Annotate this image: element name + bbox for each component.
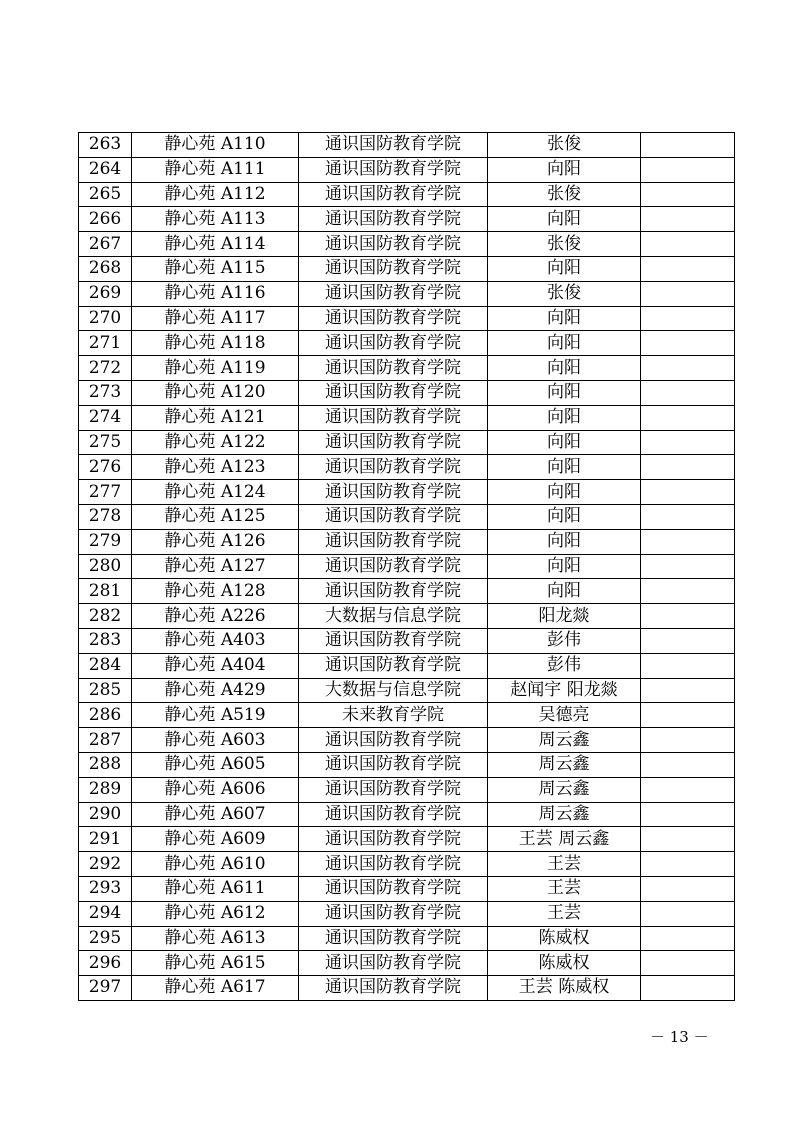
college-cell: 大数据与信息学院 bbox=[299, 678, 488, 703]
college-cell: 通识国防教育学院 bbox=[299, 852, 488, 877]
person-in-charge-cell: 向阳 bbox=[488, 579, 641, 604]
college-cell: 通识国防教育学院 bbox=[299, 380, 488, 405]
room-cell: 静心苑 A122 bbox=[132, 430, 299, 455]
person-in-charge-cell: 周云鑫 bbox=[488, 752, 641, 777]
person-in-charge-cell: 阳龙燚 bbox=[488, 604, 641, 629]
note-cell bbox=[641, 976, 735, 1001]
room-cell: 静心苑 A605 bbox=[132, 752, 299, 777]
note-cell bbox=[641, 653, 735, 678]
row-number-cell: 285 bbox=[79, 678, 132, 703]
college-cell: 通识国防教育学院 bbox=[299, 405, 488, 430]
room-cell: 静心苑 A519 bbox=[132, 703, 299, 728]
room-cell: 静心苑 A613 bbox=[132, 926, 299, 951]
note-cell bbox=[641, 281, 735, 306]
note-cell bbox=[641, 728, 735, 753]
note-cell bbox=[641, 157, 735, 182]
college-cell: 通识国防教育学院 bbox=[299, 529, 488, 554]
college-cell: 通识国防教育学院 bbox=[299, 133, 488, 158]
table-row bbox=[79, 504, 735, 529]
person-in-charge-cell: 王芸 bbox=[488, 876, 641, 901]
row-number-cell: 265 bbox=[79, 182, 132, 207]
table-row bbox=[79, 380, 735, 405]
table-row bbox=[79, 306, 735, 331]
table-row bbox=[79, 728, 735, 753]
room-cell: 静心苑 A617 bbox=[132, 976, 299, 1001]
room-cell: 静心苑 A603 bbox=[132, 728, 299, 753]
college-cell: 通识国防教育学院 bbox=[299, 306, 488, 331]
person-in-charge-cell: 向阳 bbox=[488, 529, 641, 554]
college-cell: 通识国防教育学院 bbox=[299, 207, 488, 232]
table-body bbox=[79, 133, 735, 1001]
table-row bbox=[79, 529, 735, 554]
row-number-cell: 297 bbox=[79, 976, 132, 1001]
note-cell bbox=[641, 455, 735, 480]
room-cell: 静心苑 A118 bbox=[132, 331, 299, 356]
note-cell bbox=[641, 604, 735, 629]
room-cell: 静心苑 A127 bbox=[132, 554, 299, 579]
table-row bbox=[79, 281, 735, 306]
row-number-cell: 284 bbox=[79, 653, 132, 678]
row-number-cell: 273 bbox=[79, 380, 132, 405]
row-number-cell: 269 bbox=[79, 281, 132, 306]
person-in-charge-cell: 向阳 bbox=[488, 157, 641, 182]
note-cell bbox=[641, 752, 735, 777]
row-number-cell: 268 bbox=[79, 256, 132, 281]
college-cell: 通识国防教育学院 bbox=[299, 331, 488, 356]
college-cell: 通识国防教育学院 bbox=[299, 281, 488, 306]
row-number-cell: 270 bbox=[79, 306, 132, 331]
row-number-cell: 267 bbox=[79, 232, 132, 257]
college-cell: 通识国防教育学院 bbox=[299, 777, 488, 802]
row-number-cell: 289 bbox=[79, 777, 132, 802]
row-number-cell: 290 bbox=[79, 802, 132, 827]
college-cell: 通识国防教育学院 bbox=[299, 951, 488, 976]
row-number-cell: 294 bbox=[79, 901, 132, 926]
person-in-charge-cell: 向阳 bbox=[488, 306, 641, 331]
row-number-cell: 263 bbox=[79, 133, 132, 158]
note-cell bbox=[641, 182, 735, 207]
room-cell: 静心苑 A128 bbox=[132, 579, 299, 604]
row-number-cell: 276 bbox=[79, 455, 132, 480]
table-row bbox=[79, 876, 735, 901]
note-cell bbox=[641, 430, 735, 455]
college-cell: 通识国防教育学院 bbox=[299, 157, 488, 182]
table-row bbox=[79, 256, 735, 281]
college-cell: 通识国防教育学院 bbox=[299, 356, 488, 381]
note-cell bbox=[641, 777, 735, 802]
row-number-cell: 291 bbox=[79, 827, 132, 852]
note-cell bbox=[641, 504, 735, 529]
row-number-cell: 296 bbox=[79, 951, 132, 976]
table-row bbox=[79, 182, 735, 207]
table-row bbox=[79, 579, 735, 604]
note-cell bbox=[641, 207, 735, 232]
note-cell bbox=[641, 256, 735, 281]
dormitory-assignment-table bbox=[78, 132, 735, 1001]
table-row bbox=[79, 232, 735, 257]
room-cell: 静心苑 A120 bbox=[132, 380, 299, 405]
person-in-charge-cell: 周云鑫 bbox=[488, 728, 641, 753]
table-row bbox=[79, 430, 735, 455]
table-row bbox=[79, 678, 735, 703]
row-number-cell: 280 bbox=[79, 554, 132, 579]
room-cell: 静心苑 A606 bbox=[132, 777, 299, 802]
table-row bbox=[79, 356, 735, 381]
room-cell: 静心苑 A612 bbox=[132, 901, 299, 926]
person-in-charge-cell: 彭伟 bbox=[488, 628, 641, 653]
table-row bbox=[79, 951, 735, 976]
row-number-cell: 279 bbox=[79, 529, 132, 554]
room-cell: 静心苑 A119 bbox=[132, 356, 299, 381]
college-cell: 通识国防教育学院 bbox=[299, 827, 488, 852]
college-cell: 通识国防教育学院 bbox=[299, 579, 488, 604]
college-cell: 通识国防教育学院 bbox=[299, 876, 488, 901]
room-cell: 静心苑 A124 bbox=[132, 480, 299, 505]
page-number: － 13 － bbox=[650, 1028, 709, 1046]
row-number-cell: 282 bbox=[79, 604, 132, 629]
college-cell: 通识国防教育学院 bbox=[299, 976, 488, 1001]
table-row bbox=[79, 802, 735, 827]
table-row bbox=[79, 901, 735, 926]
college-cell: 通识国防教育学院 bbox=[299, 728, 488, 753]
room-cell: 静心苑 A429 bbox=[132, 678, 299, 703]
college-cell: 通识国防教育学院 bbox=[299, 554, 488, 579]
room-cell: 静心苑 A117 bbox=[132, 306, 299, 331]
table-row bbox=[79, 480, 735, 505]
college-cell: 通识国防教育学院 bbox=[299, 480, 488, 505]
table-row bbox=[79, 653, 735, 678]
table-row bbox=[79, 628, 735, 653]
table-row bbox=[79, 133, 735, 158]
person-in-charge-cell: 陈威权 bbox=[488, 926, 641, 951]
note-cell bbox=[641, 529, 735, 554]
person-in-charge-cell: 向阳 bbox=[488, 554, 641, 579]
room-cell: 静心苑 A111 bbox=[132, 157, 299, 182]
person-in-charge-cell: 向阳 bbox=[488, 256, 641, 281]
table-row bbox=[79, 604, 735, 629]
college-cell: 通识国防教育学院 bbox=[299, 504, 488, 529]
person-in-charge-cell: 吴德亮 bbox=[488, 703, 641, 728]
room-cell: 静心苑 A403 bbox=[132, 628, 299, 653]
person-in-charge-cell: 张俊 bbox=[488, 281, 641, 306]
person-in-charge-cell: 彭伟 bbox=[488, 653, 641, 678]
table-row bbox=[79, 455, 735, 480]
table-row bbox=[79, 777, 735, 802]
room-cell: 静心苑 A110 bbox=[132, 133, 299, 158]
person-in-charge-cell: 向阳 bbox=[488, 480, 641, 505]
room-cell: 静心苑 A121 bbox=[132, 405, 299, 430]
person-in-charge-cell: 周云鑫 bbox=[488, 777, 641, 802]
note-cell bbox=[641, 331, 735, 356]
person-in-charge-cell: 陈威权 bbox=[488, 951, 641, 976]
row-number-cell: 281 bbox=[79, 579, 132, 604]
note-cell bbox=[641, 133, 735, 158]
person-in-charge-cell: 王芸 周云鑫 bbox=[488, 827, 641, 852]
person-in-charge-cell: 向阳 bbox=[488, 356, 641, 381]
college-cell: 通识国防教育学院 bbox=[299, 182, 488, 207]
table-row bbox=[79, 405, 735, 430]
room-cell: 静心苑 A609 bbox=[132, 827, 299, 852]
college-cell: 通识国防教育学院 bbox=[299, 653, 488, 678]
row-number-cell: 275 bbox=[79, 430, 132, 455]
college-cell: 通识国防教育学院 bbox=[299, 628, 488, 653]
note-cell bbox=[641, 852, 735, 877]
row-number-cell: 271 bbox=[79, 331, 132, 356]
person-in-charge-cell: 赵闻宇 阳龙燚 bbox=[488, 678, 641, 703]
person-in-charge-cell: 张俊 bbox=[488, 182, 641, 207]
person-in-charge-cell: 向阳 bbox=[488, 405, 641, 430]
person-in-charge-cell: 向阳 bbox=[488, 504, 641, 529]
row-number-cell: 287 bbox=[79, 728, 132, 753]
room-cell: 静心苑 A115 bbox=[132, 256, 299, 281]
note-cell bbox=[641, 802, 735, 827]
note-cell bbox=[641, 579, 735, 604]
table-row bbox=[79, 976, 735, 1001]
note-cell bbox=[641, 703, 735, 728]
room-cell: 静心苑 A125 bbox=[132, 504, 299, 529]
college-cell: 通识国防教育学院 bbox=[299, 926, 488, 951]
row-number-cell: 286 bbox=[79, 703, 132, 728]
note-cell bbox=[641, 827, 735, 852]
person-in-charge-cell: 王芸 陈威权 bbox=[488, 976, 641, 1001]
note-cell bbox=[641, 926, 735, 951]
person-in-charge-cell: 张俊 bbox=[488, 133, 641, 158]
row-number-cell: 272 bbox=[79, 356, 132, 381]
room-cell: 静心苑 A112 bbox=[132, 182, 299, 207]
room-cell: 静心苑 A611 bbox=[132, 876, 299, 901]
room-cell: 静心苑 A123 bbox=[132, 455, 299, 480]
room-cell: 静心苑 A116 bbox=[132, 281, 299, 306]
table-row bbox=[79, 207, 735, 232]
note-cell bbox=[641, 306, 735, 331]
college-cell: 大数据与信息学院 bbox=[299, 604, 488, 629]
room-cell: 静心苑 A126 bbox=[132, 529, 299, 554]
person-in-charge-cell: 周云鑫 bbox=[488, 802, 641, 827]
college-cell: 通识国防教育学院 bbox=[299, 901, 488, 926]
college-cell: 通识国防教育学院 bbox=[299, 752, 488, 777]
person-in-charge-cell: 向阳 bbox=[488, 207, 641, 232]
person-in-charge-cell: 向阳 bbox=[488, 430, 641, 455]
note-cell bbox=[641, 380, 735, 405]
college-cell: 未来教育学院 bbox=[299, 703, 488, 728]
room-cell: 静心苑 A113 bbox=[132, 207, 299, 232]
row-number-cell: 288 bbox=[79, 752, 132, 777]
note-cell bbox=[641, 876, 735, 901]
note-cell bbox=[641, 628, 735, 653]
note-cell bbox=[641, 232, 735, 257]
room-cell: 静心苑 A226 bbox=[132, 604, 299, 629]
person-in-charge-cell: 王芸 bbox=[488, 852, 641, 877]
table-row bbox=[79, 331, 735, 356]
note-cell bbox=[641, 405, 735, 430]
person-in-charge-cell: 向阳 bbox=[488, 380, 641, 405]
table-row bbox=[79, 926, 735, 951]
row-number-cell: 274 bbox=[79, 405, 132, 430]
note-cell bbox=[641, 901, 735, 926]
row-number-cell: 293 bbox=[79, 876, 132, 901]
college-cell: 通识国防教育学院 bbox=[299, 232, 488, 257]
row-number-cell: 278 bbox=[79, 504, 132, 529]
table-row bbox=[79, 157, 735, 182]
table-row bbox=[79, 852, 735, 877]
table-row bbox=[79, 827, 735, 852]
note-cell bbox=[641, 951, 735, 976]
note-cell bbox=[641, 356, 735, 381]
room-cell: 静心苑 A615 bbox=[132, 951, 299, 976]
room-cell: 静心苑 A404 bbox=[132, 653, 299, 678]
note-cell bbox=[641, 480, 735, 505]
person-in-charge-cell: 向阳 bbox=[488, 331, 641, 356]
table-row bbox=[79, 703, 735, 728]
table-row bbox=[79, 752, 735, 777]
row-number-cell: 266 bbox=[79, 207, 132, 232]
row-number-cell: 283 bbox=[79, 628, 132, 653]
row-number-cell: 264 bbox=[79, 157, 132, 182]
person-in-charge-cell: 王芸 bbox=[488, 901, 641, 926]
row-number-cell: 295 bbox=[79, 926, 132, 951]
college-cell: 通识国防教育学院 bbox=[299, 430, 488, 455]
row-number-cell: 277 bbox=[79, 480, 132, 505]
college-cell: 通识国防教育学院 bbox=[299, 455, 488, 480]
room-cell: 静心苑 A114 bbox=[132, 232, 299, 257]
person-in-charge-cell: 张俊 bbox=[488, 232, 641, 257]
note-cell bbox=[641, 678, 735, 703]
row-number-cell: 292 bbox=[79, 852, 132, 877]
room-cell: 静心苑 A607 bbox=[132, 802, 299, 827]
table-row bbox=[79, 554, 735, 579]
room-cell: 静心苑 A610 bbox=[132, 852, 299, 877]
college-cell: 通识国防教育学院 bbox=[299, 802, 488, 827]
note-cell bbox=[641, 554, 735, 579]
person-in-charge-cell: 向阳 bbox=[488, 455, 641, 480]
college-cell: 通识国防教育学院 bbox=[299, 256, 488, 281]
